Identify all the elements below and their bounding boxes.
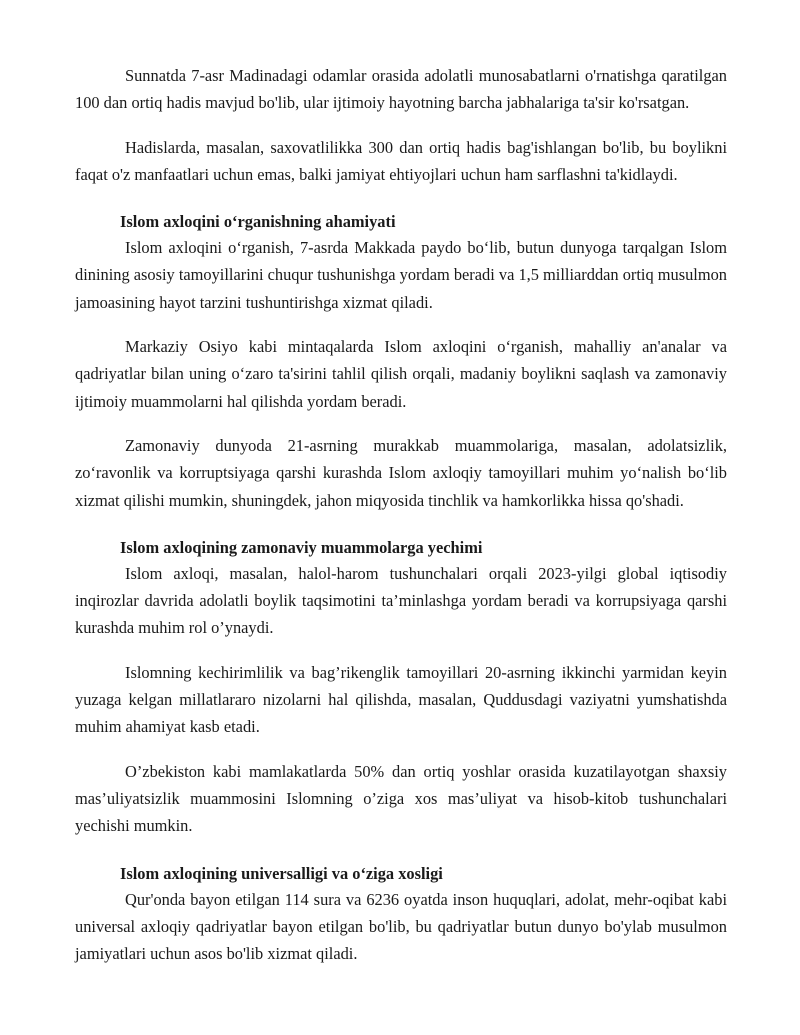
section-heading: Islom axloqini o‘rganishning ahamiyati	[120, 212, 396, 232]
paragraph: Islom axloqini o‘rganish, 7-asrda Makkada paydo bo‘lib, butun dunyoga tarqalgan Islom dinining asosiy tamoyillarini chuqur tushunishga yordam beradi va 1,5 milliarddan ortiq musulmon jamoasining hayot tarzini tushuntirishga xizmat qiladi.	[75, 238, 727, 312]
section-heading: Islom axloqining zamonaviy muammolarga yechimi	[120, 537, 483, 557]
paragraph: Sunnatda 7-asr Madinadagi odamlar orasida adolatli munosabatlarni o'rnatishga qaratilgan 100 dan ortiq hadis mavjud bo'lib, ular ijtimoiy hayotning barcha jabhalariga ta'sir ko'rsatgan.	[75, 66, 727, 113]
paragraph: Zamonaviy dunyoda 21-asrning murakkab muammolariga, masalan, adolatsizlik, zo‘ravonlik va korruptsiyaga qarshi kurashda Islom axloqiy tamoyillari muhim yo‘nalish bo‘lib xizmat qilishi mumkin, shuningdek, jahon miqyosida tinchlik va hamkorlikka hissa qo'shadi.	[75, 435, 727, 510]
paragraph: Hadislarda, masalan, saxovatlilikka 300 dan ortiq hadis bag'ishlangan bo'lib, bu boylikni faqat o'z manfaatlari uchun emas, balki jamiyat ehtiyojlari uchun ham sarflashni ta'kidlaydi.	[75, 137, 727, 184]
paragraph: O’zbekiston kabi mamlakatlarda 50% dan ortiq yoshlar orasida kuzatilayotgan shaxsiy mas’uliyatsizlik muammosini Islomning o’ziga xos mas’uliyat va hisob-kitob tushunchalari yechishi mumkin.	[75, 761, 727, 836]
document-page	[75, 62, 727, 984]
paragraph: Qur'onda bayon etilgan 114 sura va 6236 oyatda inson huquqlari, adolat, mehr-oqibat kabi universal axloqiy qadriyatlar bayon etilgan bo'lib, bu qadriyatlar butun dunyo bo'ylab musulmon jamiyatlari uchun asos bo'lib xizmat qiladi.	[75, 889, 727, 964]
section-heading: Islom axloqining universalligi va o‘ziga xosligi	[120, 863, 443, 883]
paragraph: Islom axloqi, masalan, halol-harom tushunchalari orqali 2023-yilgi global iqtisodiy inqirozlar davrida adolatli boylik taqsimotini ta’minlashga yordam beradi va korrupsiyaga qarshi kurashda muhim rol o’ynaydi.	[75, 563, 727, 638]
paragraph: Markaziy Osiyo kabi mintaqalarda Islom axloqini o‘rganish, mahalliy an'analar va qadriyatlar bilan uning o‘zaro ta'sirini tahlil qilish orqali, madaniy boylikni saqlash va zamonaviy ijtimoiy muammolarni hal qilishda yordam beradi.	[75, 337, 727, 411]
paragraph: Islomning kechirimlilik va bag’rikenglik tamoyillari 20-asrning ikkinchi yarmidan keyin yuzaga kelgan millatlararo nizolarni hal qilishda, masalan, Quddusdagi vaziyatni yumshatishda muhim ahamiyat kasb etadi.	[75, 662, 727, 737]
